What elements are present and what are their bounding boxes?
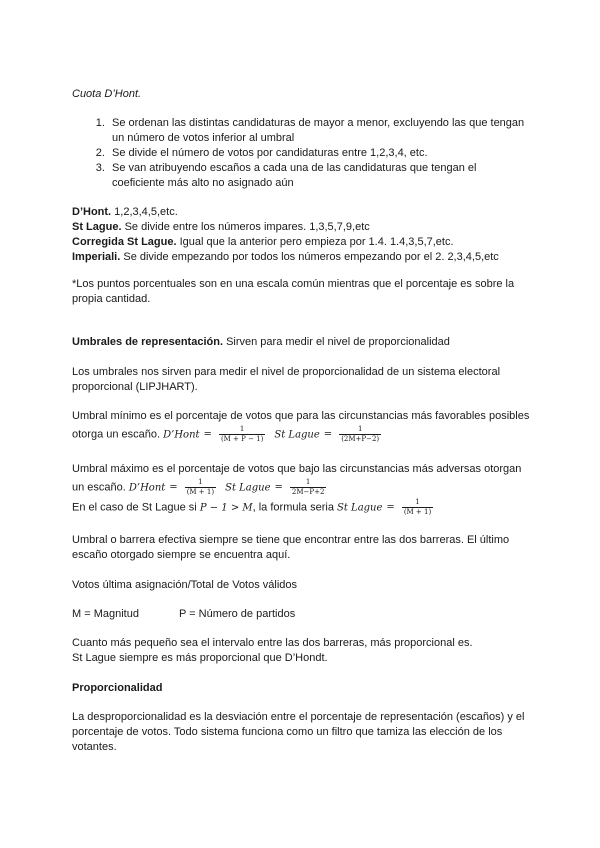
umbral-minimo: Umbral mínimo es el porcentaje de votos que para las circunstancias más favorables posibles otorga un escaño. D’Hont = $\frac{1}{(M + P - 1)}$ St Lague = $\frac{1}{(2M+P-2)}$ [72, 410, 530, 443]
umbrales-heading [72, 335, 532, 350]
step-item: 3. Se van atribuyendo escaños a cada una de las candidaturas que tengan el coeficiente más alto no asignado aún [108, 161, 532, 191]
intervalo-note [72, 636, 532, 666]
umbral-minimo-text: Umbral mínimo es el porcentaje de votos que para las circunstancias más favorables posibles otorga un escaño. [72, 410, 530, 441]
method-imperiali [72, 250, 532, 265]
formula-label: St Lague [337, 502, 383, 514]
method-name: D’Hont. [72, 206, 112, 218]
method-dhont [72, 205, 532, 220]
step-item: 1. Se ordenan las distintas candidaturas de mayor a menor, excluyendo las que tengan un número de votos inferior al umbral [108, 116, 532, 146]
umbral-efectiva: Umbral o barrera efectiva siempre se tiene que encontrar entre las dos barreras. El último escaño otorgado siempre se encuentra aquí. [72, 534, 510, 561]
intervalo-text: Cuanto más pequeño sea el intervalo entre las dos barreras, más proporcional es. [72, 637, 473, 649]
formula-fraction: $\frac{1}{(M + 1)}$ [403, 498, 432, 516]
umbrales-title: Umbrales de representación. [72, 336, 224, 348]
caso-stlague: En el caso de St Lague si P − 1 > M, la formula seria St Lague = $\frac{1}{(M + 1)}$ [72, 498, 432, 516]
method-text: Se divide entre los números impares. 1,3,5,7,9,etc [121, 221, 370, 233]
method-name: Imperiali. [72, 251, 121, 263]
umbrales-intro: Los umbrales nos sirven para medir el nivel de proporcionalidad de un sistema electoral proporcional (LIPJHART). [72, 366, 501, 393]
partidos-label: P = Número de partidos [178, 608, 296, 620]
method-text: Igual que la anterior pero empieza por 1.4. 1.4,3,5,7,etc. [176, 236, 454, 248]
method-text: 1,2,3,4,5,etc. [111, 206, 178, 218]
formula-label: D’Hont [128, 482, 166, 494]
methods-list [72, 205, 532, 265]
caso-condition: P − 1 > M [199, 502, 253, 514]
method-text: Se divide empezando por todos los números empezando por el 2. 2,3,4,5,etc [120, 251, 499, 263]
votos-formula: Votos última asignación/Total de Votos válidos [72, 579, 298, 591]
proporcionalidad-title: Proporcionalidad [72, 682, 163, 694]
formula-label: D’Hont [163, 429, 200, 441]
cuota-heading: Cuota D’Hont. [72, 88, 142, 100]
umbrales-subtitle: Sirven para medir el nivel de proporcionalidad [223, 336, 450, 348]
caso-middle: , la formula seria [252, 501, 334, 514]
steps-list [72, 116, 532, 191]
formula-fraction: $\frac{1}{(2M+P-2)}$ [341, 425, 380, 443]
method-name: St Lague. [72, 221, 122, 233]
formula-label: St Lague [225, 482, 271, 494]
method-corregida [72, 235, 532, 250]
caso-prefix: En el caso de St Lague si [72, 501, 197, 514]
umbral-maximo-text: Umbral máximo es el porcentaje de votos que bajo las circunstancias más adversas otorgan un escaño. [72, 463, 522, 494]
stlague-text: St Lague siempre es más proporcional que D’Hondt. [72, 652, 328, 664]
note-points: *Los puntos porcentuales son en una escala común mientras que el porcentaje es sobre la propia cantidad. [72, 278, 515, 305]
method-name: Corregida St Lague. [72, 236, 177, 248]
formula-fraction: $\frac{1}{(M + 1)}$ [186, 478, 215, 496]
formula-label: St Lague [274, 429, 320, 441]
formula-fraction: $\frac{1}{(M + P - 1)}$ [220, 425, 264, 443]
method-stlague [72, 220, 532, 235]
proporcionalidad-text: La desproporcionalidad es la desviación entre el porcentaje de representación (escaños) y el porcentaje de votos. Todo sistema funciona como un filtro que tamiza las elección de los votantes. [72, 711, 525, 753]
formula-fraction: $\frac{1}{2M-P+2}$ [291, 478, 325, 496]
magnitud-label: M = Magnitud [72, 608, 139, 620]
umbral-maximo: Umbral máximo es el porcentaje de votos que bajo las circunstancias más adversas otorgan un escaño. D’Hont = $\frac{1}{(M + 1)}$ St Lague = $\frac{1}{2M-P+2}$ [72, 463, 522, 496]
magnitud-partidos [72, 607, 532, 622]
step-item: 2. Se divide el número de votos por candidaturas entre 1,2,3,4, etc. [108, 146, 532, 161]
